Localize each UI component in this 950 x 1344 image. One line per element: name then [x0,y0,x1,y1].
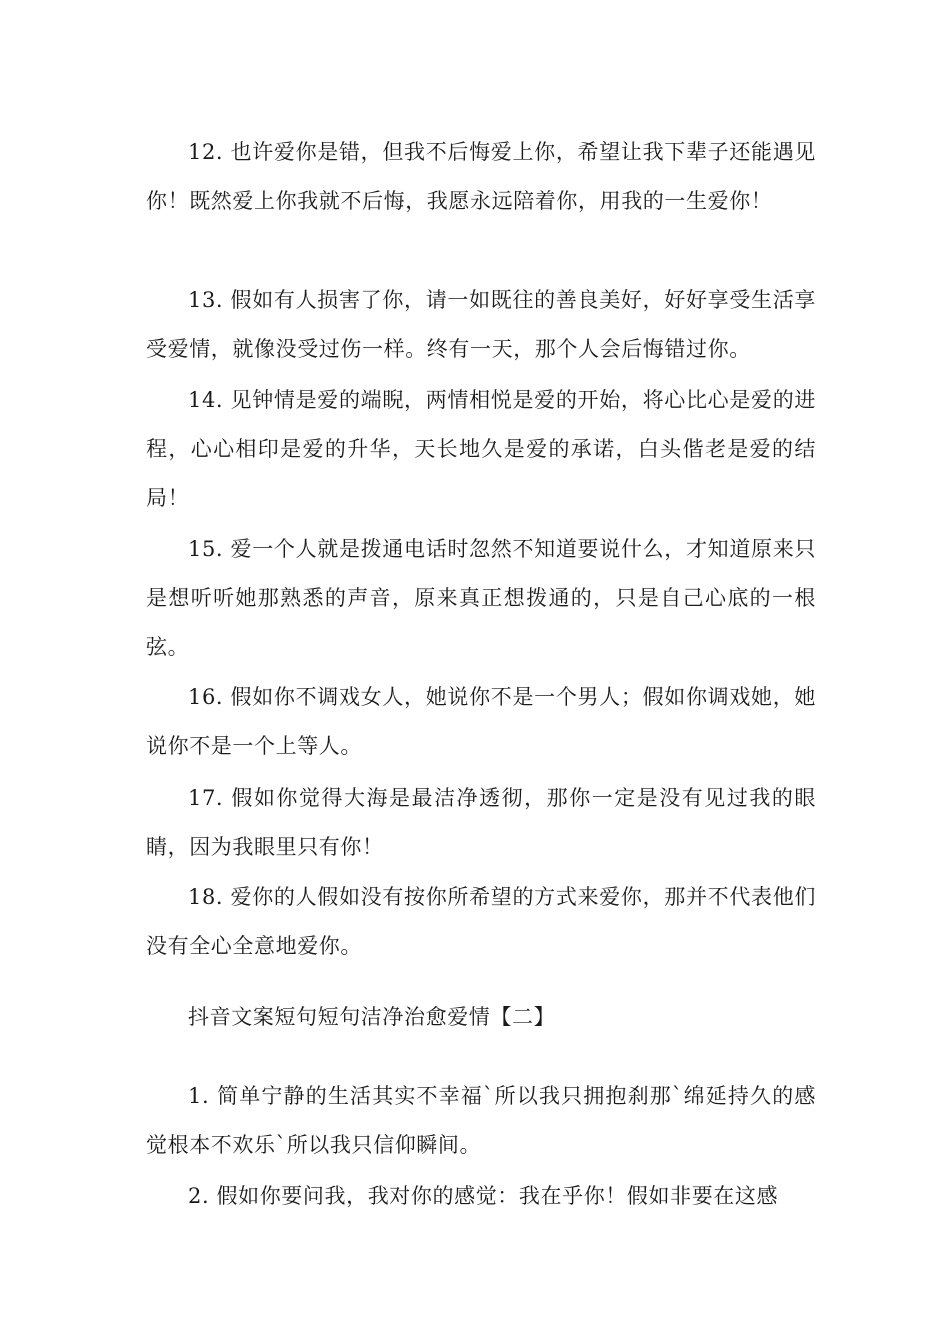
paragraph-17: 17. 假如你觉得大海是最洁净透彻，那你一定是没有见过我的眼睛，因为我眼里只有你！ [146,786,816,859]
section2-paragraph-1: 1. 简单宁静的生活其实不幸福`所以我只拥抱刹那`绵延持久的感觉根本不欢乐`所以我只信仰瞬间。 [146,1084,816,1157]
paragraph-13: 13. 假如有人损害了你，请一如既往的善良美好，好好享受生活享受爱情，就像没受过伤一样。终有一天，那个人会后悔错过你。 [146,288,816,361]
section-heading: 抖音文案短句短句洁净治愈爱情【二】 [188,1005,556,1029]
paragraph-16: 16. 假如你不调戏女人，她说你不是一个男人；假如你调戏她，她说你不是一个上等人。 [146,685,816,758]
section2-paragraph-2: 2. 假如你要问我，我对你的感觉：我在乎你！假如非要在这感 [188,1184,779,1208]
paragraph-18: 18. 爱你的人假如没有按你所希望的方式来爱你，那并不代表他们没有全心全意地爱你。 [146,885,816,958]
paragraph-12: 12. 也许爱你是错，但我不后悔爱上你，希望让我下辈子还能遇见你！既然爱上你我就不后悔，我愿永远陪着你，用我的一生爱你！ [146,140,816,213]
paragraph-15: 15. 爱一个人就是拨通电话时忽然不知道要说什么，才知道原来只是想听听她那熟悉的声音，原来真正想拨通的，只是自己心底的一根弦。 [146,537,816,659]
paragraph-14: 14. 见钟情是爱的端睨，两情相悦是爱的开始，将心比心是爱的进程，心心相印是爱的升华，天长地久是爱的承诺，白头偕老是爱的结局！ [146,388,816,510]
